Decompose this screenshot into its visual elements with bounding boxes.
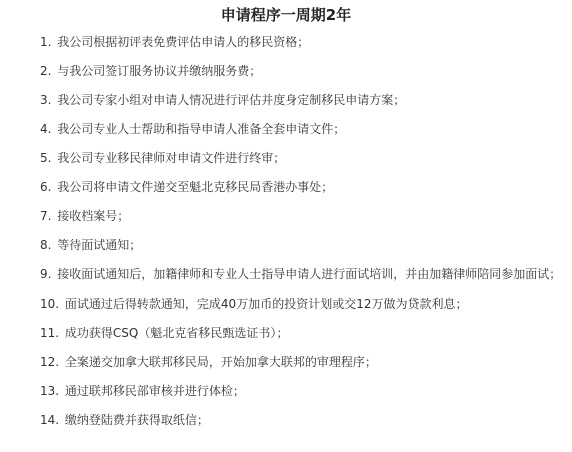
step-text: 我公司专业移民律师对申请文件进行终审；: [57, 151, 286, 165]
step-item: [40, 295, 566, 313]
step-number: 6.: [40, 180, 52, 194]
step-number: 9.: [40, 267, 52, 281]
step-text: 接收面试通知后，加籍律师和专业人士指导申请人进行面试培训，并由加籍律师陪同参加面试；: [57, 267, 562, 281]
step-item: [40, 91, 566, 109]
step-item: [40, 236, 566, 254]
steps-list: [40, 33, 566, 429]
step-text: 我公司将申请文件递交至魁北克移民局香港办事处；: [57, 180, 334, 194]
step-number: 12.: [40, 355, 60, 369]
step-text: 等待面试通知；: [57, 238, 142, 252]
step-text: 全案递交加拿大联邦移民局，开始加拿大联邦的审理程序；: [64, 355, 377, 369]
step-item: [40, 120, 566, 138]
step-number: 13.: [40, 384, 60, 398]
step-number: 1.: [40, 35, 52, 49]
step-number: 8.: [40, 238, 52, 252]
step-item: [40, 353, 566, 371]
step-text: 我公司专家小组对申请人情况进行评估并度身定制移民申请方案；: [57, 93, 406, 107]
step-text: 与我公司签订服务协议并缴纳服务费；: [57, 64, 262, 78]
step-text: 接收档案号；: [57, 209, 130, 223]
step-number: 2.: [40, 64, 52, 78]
step-number: 4.: [40, 122, 52, 136]
step-text: 通过联邦移民部审核并进行体检；: [64, 384, 245, 398]
step-item: [40, 33, 566, 51]
step-text: 我公司专业人士帮助和指导申请人准备全套申请文件；: [57, 122, 346, 136]
step-number: 10.: [40, 297, 60, 311]
step-text: 成功获得CSQ（魁北克省移民甄选证书）；: [64, 326, 289, 340]
page-title: 申请程序一周期2年: [220, 6, 352, 24]
step-item: [40, 207, 566, 225]
step-number: 7.: [40, 209, 52, 223]
step-number: 14.: [40, 413, 60, 427]
step-item: [40, 382, 566, 400]
step-item: [40, 265, 566, 283]
step-number: 11.: [40, 326, 60, 340]
step-text: 面试通过后得转款通知，完成40万加币的投资计划或交12万做为贷款利息；: [64, 297, 468, 311]
step-item: [40, 149, 566, 167]
step-text: 缴纳登陆费并获得取纸信；: [64, 413, 209, 427]
step-number: 5.: [40, 151, 52, 165]
step-item: [40, 178, 566, 196]
step-text: 我公司根据初评表免费评估申请人的移民资格；: [57, 35, 310, 49]
step-item: [40, 324, 566, 342]
step-item: [40, 62, 566, 80]
step-item: [40, 411, 566, 429]
step-number: 3.: [40, 93, 52, 107]
